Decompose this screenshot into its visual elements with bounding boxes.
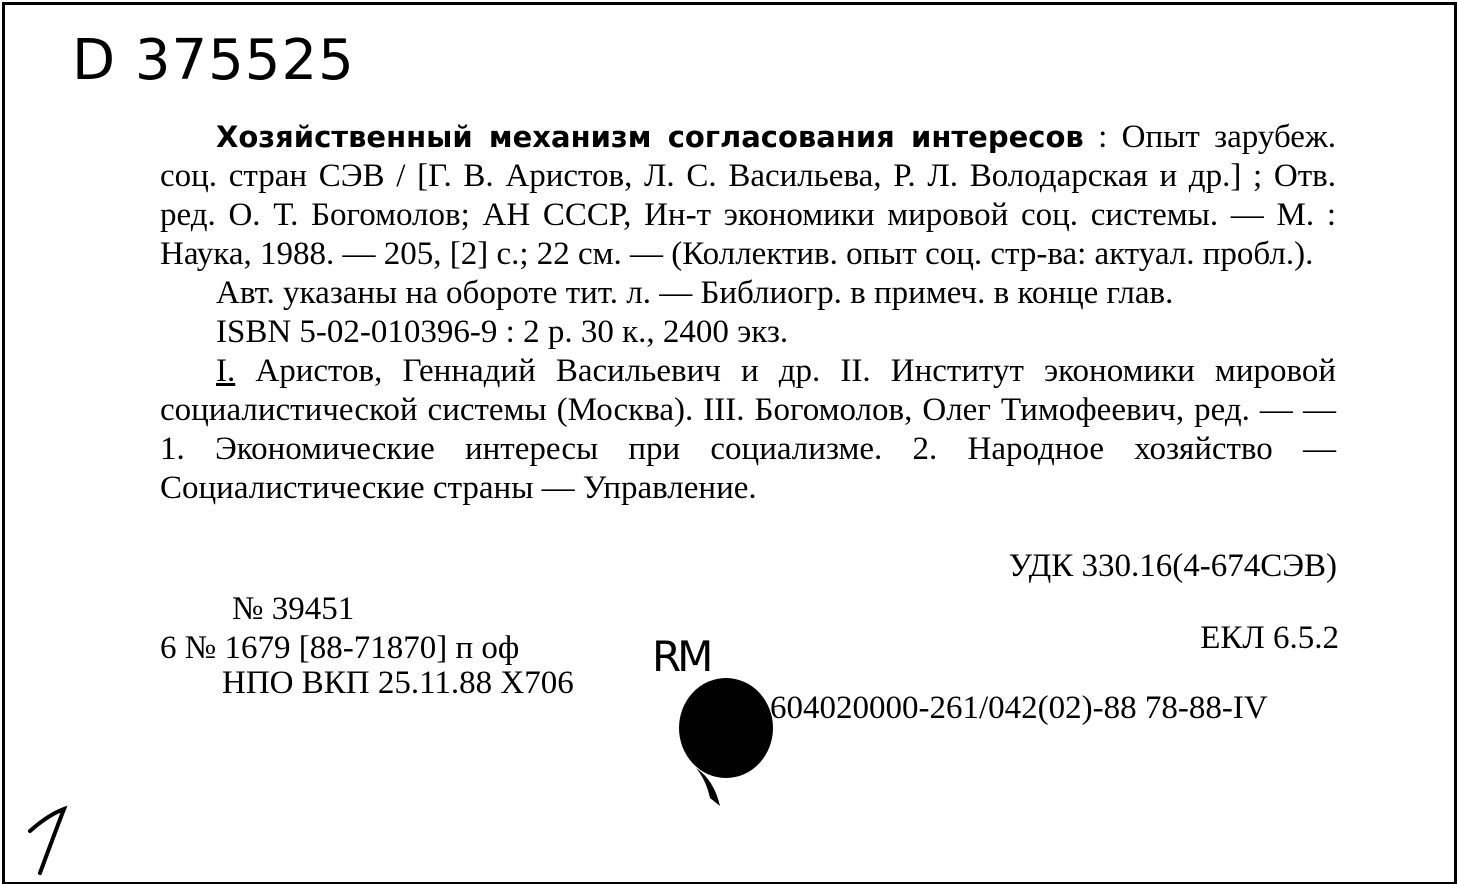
handwritten-mark [18,805,78,877]
order-line: 6 № 1679 [88-71870] п оф [160,630,520,666]
entry-tracing [160,352,1336,508]
entry-description: : Опыт зарубеж. соц. стран СЭВ / [Г. В. Аристов, Л. С. Васильева, Р. Л. Володарская и др.] ; Отв. ред. О. Т. Богомолов; АН СССР, Ин-т экономики мировой соц. системы. — М. : Наука, 1988. — 205, [2] с.; 22 см. — (Коллектив. опыт соц. стр-ва: актуал. пробл.). [160,119,1336,272]
entry-title: Хозяйственный механизм согласования интересов [216,120,1084,154]
accession-number: № 39451 [232,591,355,627]
call-number: D 375525 [72,28,355,93]
org-line: НПО ВКП 25.11.88 Х706 [222,665,574,701]
bibliographic-entry [160,118,1336,508]
tracing-text: Аристов, Геннадий Васильевич и др. II. Институт экономики мировой социалистической системы (Москва). III. Богомолов, Олег Тимофеевич, ред. — — 1. Экономические интересы при социализме. 2. Народное хозяйство — Социалистические страны — Управление. [160,353,1336,506]
stamp-initials: RM [652,632,710,681]
tracing-marker: I. [216,353,236,389]
ekl-code: ЕКЛ 6.5.2 [1200,620,1339,656]
entry-note: Авт. указаны на обороте тит. л. — Библиогр. в примеч. в конце глав. [216,275,1174,311]
classification-code: 604020000-261/042(02)-88 78-88-IV [770,690,1268,726]
udc-code: УДК 330.16(4-674СЭВ) [1008,548,1337,584]
entry-isbn: ISBN 5-02-010396-9 : 2 р. 30 к., 2400 экз. [216,314,789,350]
entry-main [160,118,1336,274]
